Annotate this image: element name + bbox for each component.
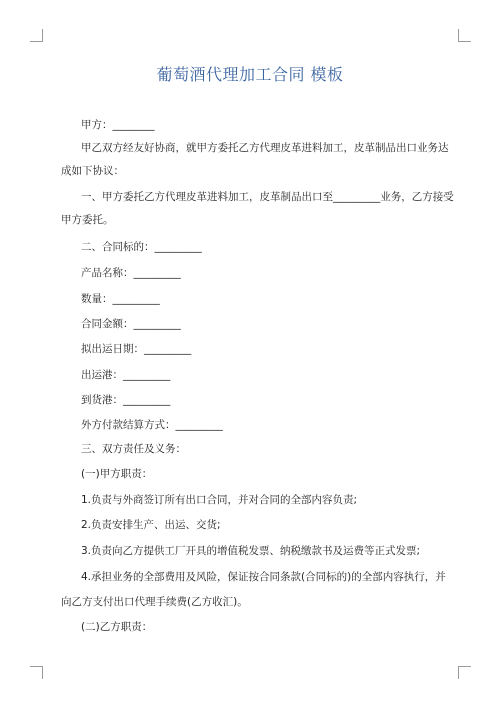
party-a-duty-1: 1.负责与外商签订所有出口合同，并对合同的全部内容负责; xyxy=(81,494,358,506)
party-b-duties-heading: (二)乙方职责： xyxy=(81,621,153,633)
document-title: 葡萄酒代理加工合同 模板 xyxy=(156,65,344,84)
payment-method-line: 外方付款结算方式：_________ xyxy=(81,419,223,431)
corner-mark-bottom-right xyxy=(458,666,471,679)
clause-1-line-1: 一、甲方委托乙方代理皮革进料加工，皮革制品出口至_________业务，乙方接受 xyxy=(81,191,454,203)
port-of-loading-line: 出运港：_________ xyxy=(81,369,171,381)
clause-3-heading: 三、双方责任及义务： xyxy=(81,443,186,455)
intro-paragraph-line-2: 成如下协议： xyxy=(61,165,124,177)
quantity-line: 数量：_________ xyxy=(81,293,160,305)
party-a-duty-4-line-1: 4.承担业务的全部费用及风险，保证按合同条款(合同标的)的全部内容执行，并 xyxy=(81,571,446,583)
intro-paragraph-line-1: 甲乙双方经友好协商，就甲方委托乙方代理皮革进料加工，皮革制品出口业务达 xyxy=(81,142,449,154)
contract-amount-line: 合同金额：_________ xyxy=(81,318,181,330)
port-of-destination-line: 到货港：_________ xyxy=(81,394,171,406)
corner-mark-top-left xyxy=(30,29,43,42)
party-a-line: 甲方：________ xyxy=(81,119,155,131)
corner-mark-top-right xyxy=(458,29,471,42)
product-name-line: 产品名称：_________ xyxy=(81,267,181,279)
party-a-duty-4-line-2: 向乙方支付出口代理手续费(乙方收汇)。 xyxy=(61,596,248,608)
corner-mark-bottom-left xyxy=(30,666,43,679)
shipping-date-line: 拟出运日期：_________ xyxy=(81,343,192,355)
party-a-duties-heading: (一)甲方职责： xyxy=(81,468,153,480)
clause-1-line-2: 甲方委托。 xyxy=(61,214,114,226)
party-a-duty-2: 2.负责安排生产、出运、交货; xyxy=(81,519,221,531)
party-a-duty-3: 3.负责向乙方提供工厂开具的增值税发票、纳税缴款书及运费等正式发票; xyxy=(81,545,421,557)
clause-2-heading: 二、合同标的：_________ xyxy=(81,241,202,253)
